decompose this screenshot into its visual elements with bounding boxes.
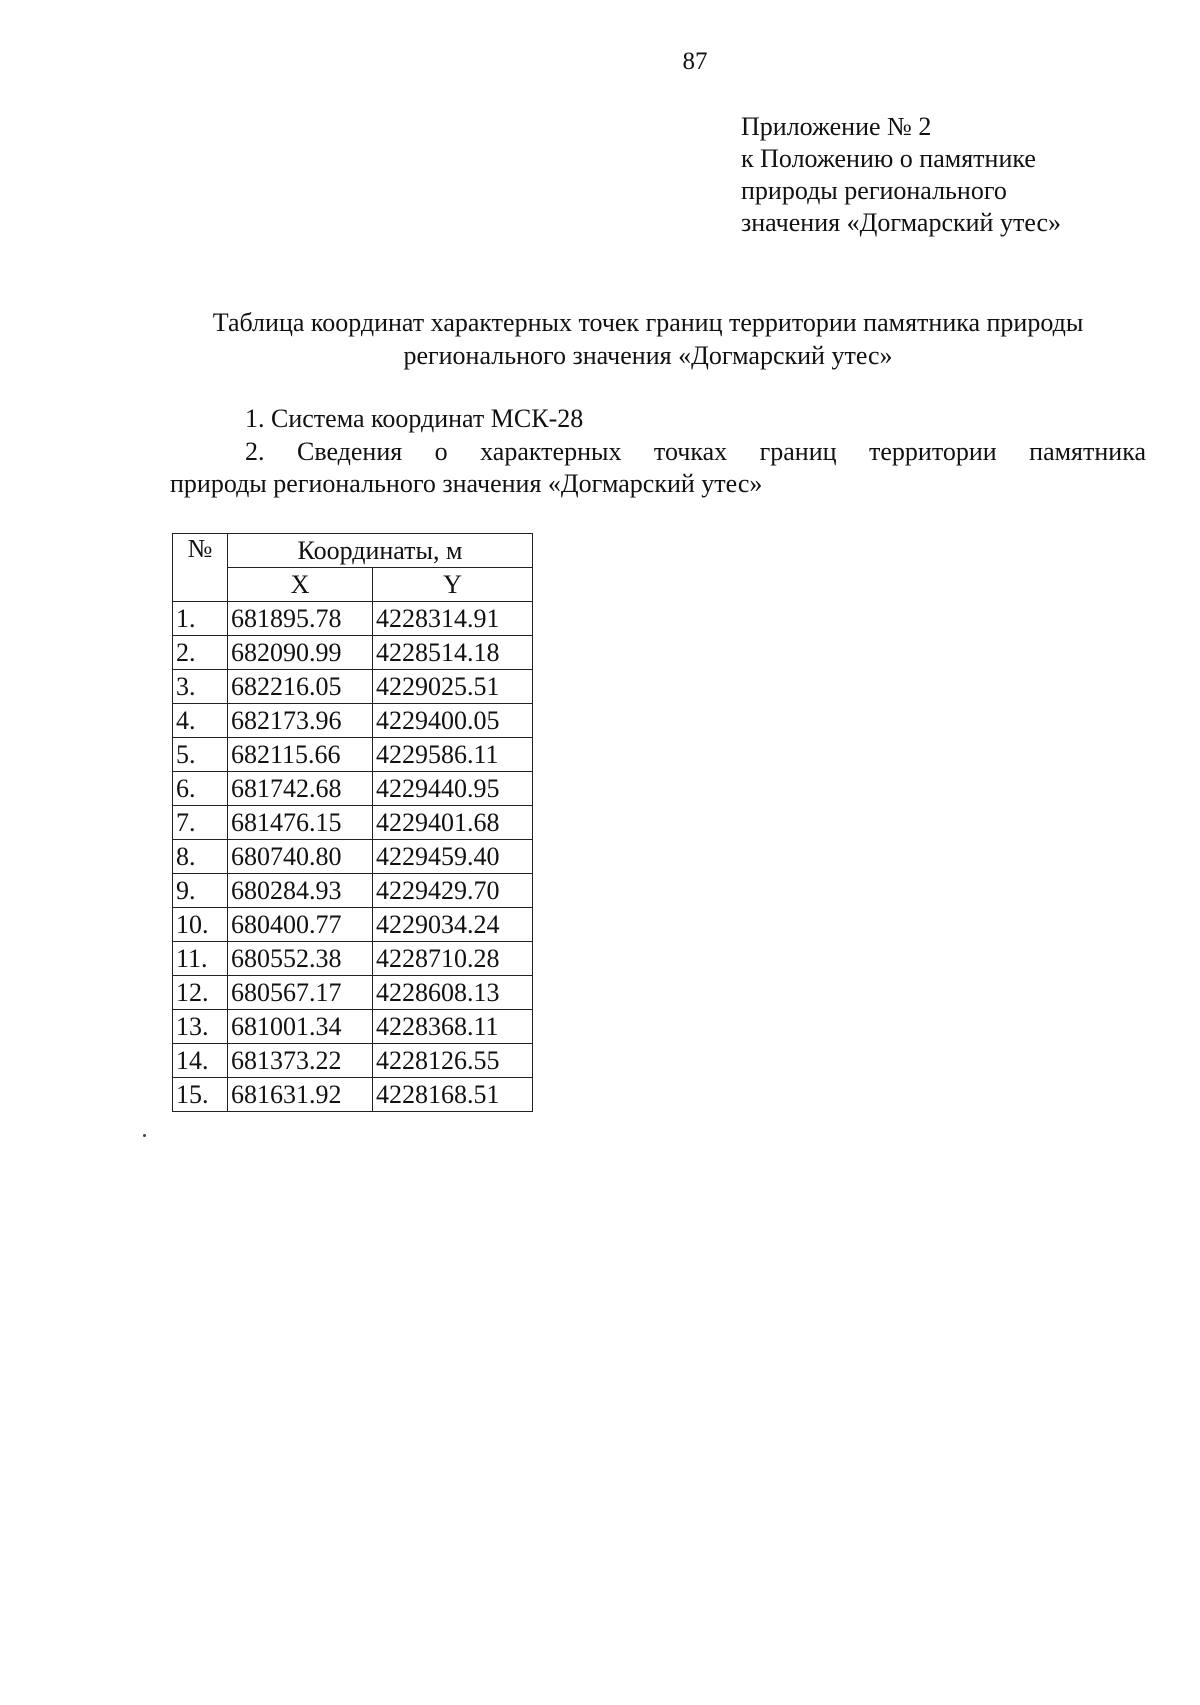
y-coordinate-cell: 4229440.95 <box>373 772 533 806</box>
header-y: Y <box>373 568 533 602</box>
table-row <box>173 976 533 1010</box>
row-number-cell: 5. <box>173 738 228 772</box>
appendix-note <box>741 111 1061 239</box>
title-line-2: регионального значения «Догмарский утес» <box>403 341 893 370</box>
x-coordinate-cell: 681476.15 <box>228 806 373 840</box>
x-coordinate-cell: 680284.93 <box>228 874 373 908</box>
row-number-cell: 8. <box>173 840 228 874</box>
y-coordinate-cell: 4228608.13 <box>373 976 533 1010</box>
x-coordinate-cell: 681001.34 <box>228 1010 373 1044</box>
scan-speck <box>143 1134 146 1137</box>
row-number-cell: 14. <box>173 1044 228 1078</box>
row-number-cell: 15. <box>173 1078 228 1112</box>
appendix-line: к Положению о памятнике <box>741 144 1036 173</box>
row-number-cell: 6. <box>173 772 228 806</box>
y-coordinate-cell: 4229034.24 <box>373 908 533 942</box>
x-coordinate-cell: 680552.38 <box>228 942 373 976</box>
table-row <box>173 908 533 942</box>
row-number-cell: 3. <box>173 670 228 704</box>
x-coordinate-cell: 681895.78 <box>228 602 373 636</box>
table-row <box>173 636 533 670</box>
table-row <box>173 840 533 874</box>
x-coordinate-cell: 681742.68 <box>228 772 373 806</box>
y-coordinate-cell: 4228126.55 <box>373 1044 533 1078</box>
row-number-cell: 12. <box>173 976 228 1010</box>
table-row <box>173 1044 533 1078</box>
coordinates-table-body <box>173 602 533 1112</box>
header-x: X <box>228 568 373 602</box>
document-title <box>150 306 1146 372</box>
x-coordinate-cell: 680740.80 <box>228 840 373 874</box>
row-number-cell: 13. <box>173 1010 228 1044</box>
appendix-line: природы регионального <box>741 176 1007 205</box>
appendix-line: Приложение № 2 <box>741 112 932 141</box>
x-coordinate-cell: 680400.77 <box>228 908 373 942</box>
appendix-line: значения «Догмарский утес» <box>741 208 1062 237</box>
y-coordinate-cell: 4228368.11 <box>373 1010 533 1044</box>
x-coordinate-cell: 681631.92 <box>228 1078 373 1112</box>
table-row <box>173 874 533 908</box>
y-coordinate-cell: 4229459.40 <box>373 840 533 874</box>
table-row <box>173 670 533 704</box>
row-number-cell: 4. <box>173 704 228 738</box>
title-line-1: Таблица координат характерных точек границ территории памятника природы <box>212 308 1084 337</box>
table-row <box>173 602 533 636</box>
table-row <box>173 806 533 840</box>
row-number-cell: 10. <box>173 908 228 942</box>
y-coordinate-cell: 4229025.51 <box>373 670 533 704</box>
table-row <box>173 942 533 976</box>
row-number-cell: 1. <box>173 602 228 636</box>
table-row <box>173 1078 533 1112</box>
y-coordinate-cell: 4229586.11 <box>373 738 533 772</box>
x-coordinate-cell: 682216.05 <box>228 670 373 704</box>
table-row <box>173 704 533 738</box>
x-coordinate-cell: 681373.22 <box>228 1044 373 1078</box>
x-coordinate-cell: 682090.99 <box>228 636 373 670</box>
y-coordinate-cell: 4229401.68 <box>373 806 533 840</box>
paragraph-line-2: природы регионального значения «Догмарский утес» <box>170 469 763 498</box>
row-number-cell: 11. <box>173 942 228 976</box>
page-number-text: 87 <box>682 48 708 75</box>
table-row <box>173 772 533 806</box>
page-number <box>0 48 1200 76</box>
row-number-cell: 2. <box>173 636 228 670</box>
x-coordinate-cell: 682115.66 <box>228 738 373 772</box>
boundary-points-paragraph <box>170 436 1146 500</box>
y-coordinate-cell: 4228514.18 <box>373 636 533 670</box>
paragraph-line-1: 2. Сведения о характерных точках границ территории памятника <box>245 437 1146 466</box>
y-coordinate-cell: 4228314.91 <box>373 602 533 636</box>
header-number: № <box>173 534 228 602</box>
x-coordinate-cell: 682173.96 <box>228 704 373 738</box>
y-coordinate-cell: 4229429.70 <box>373 874 533 908</box>
table-row <box>173 1010 533 1044</box>
y-coordinate-cell: 4228168.51 <box>373 1078 533 1112</box>
coordinate-system-paragraph: 1. Система координат МСК-28 <box>245 404 584 433</box>
y-coordinate-cell: 4228710.28 <box>373 942 533 976</box>
y-coordinate-cell: 4229400.05 <box>373 704 533 738</box>
row-number-cell: 7. <box>173 806 228 840</box>
header-coordinates: Координаты, м <box>228 534 533 568</box>
x-coordinate-cell: 680567.17 <box>228 976 373 1010</box>
coordinates-table <box>172 533 533 1112</box>
row-number-cell: 9. <box>173 874 228 908</box>
table-row <box>173 738 533 772</box>
